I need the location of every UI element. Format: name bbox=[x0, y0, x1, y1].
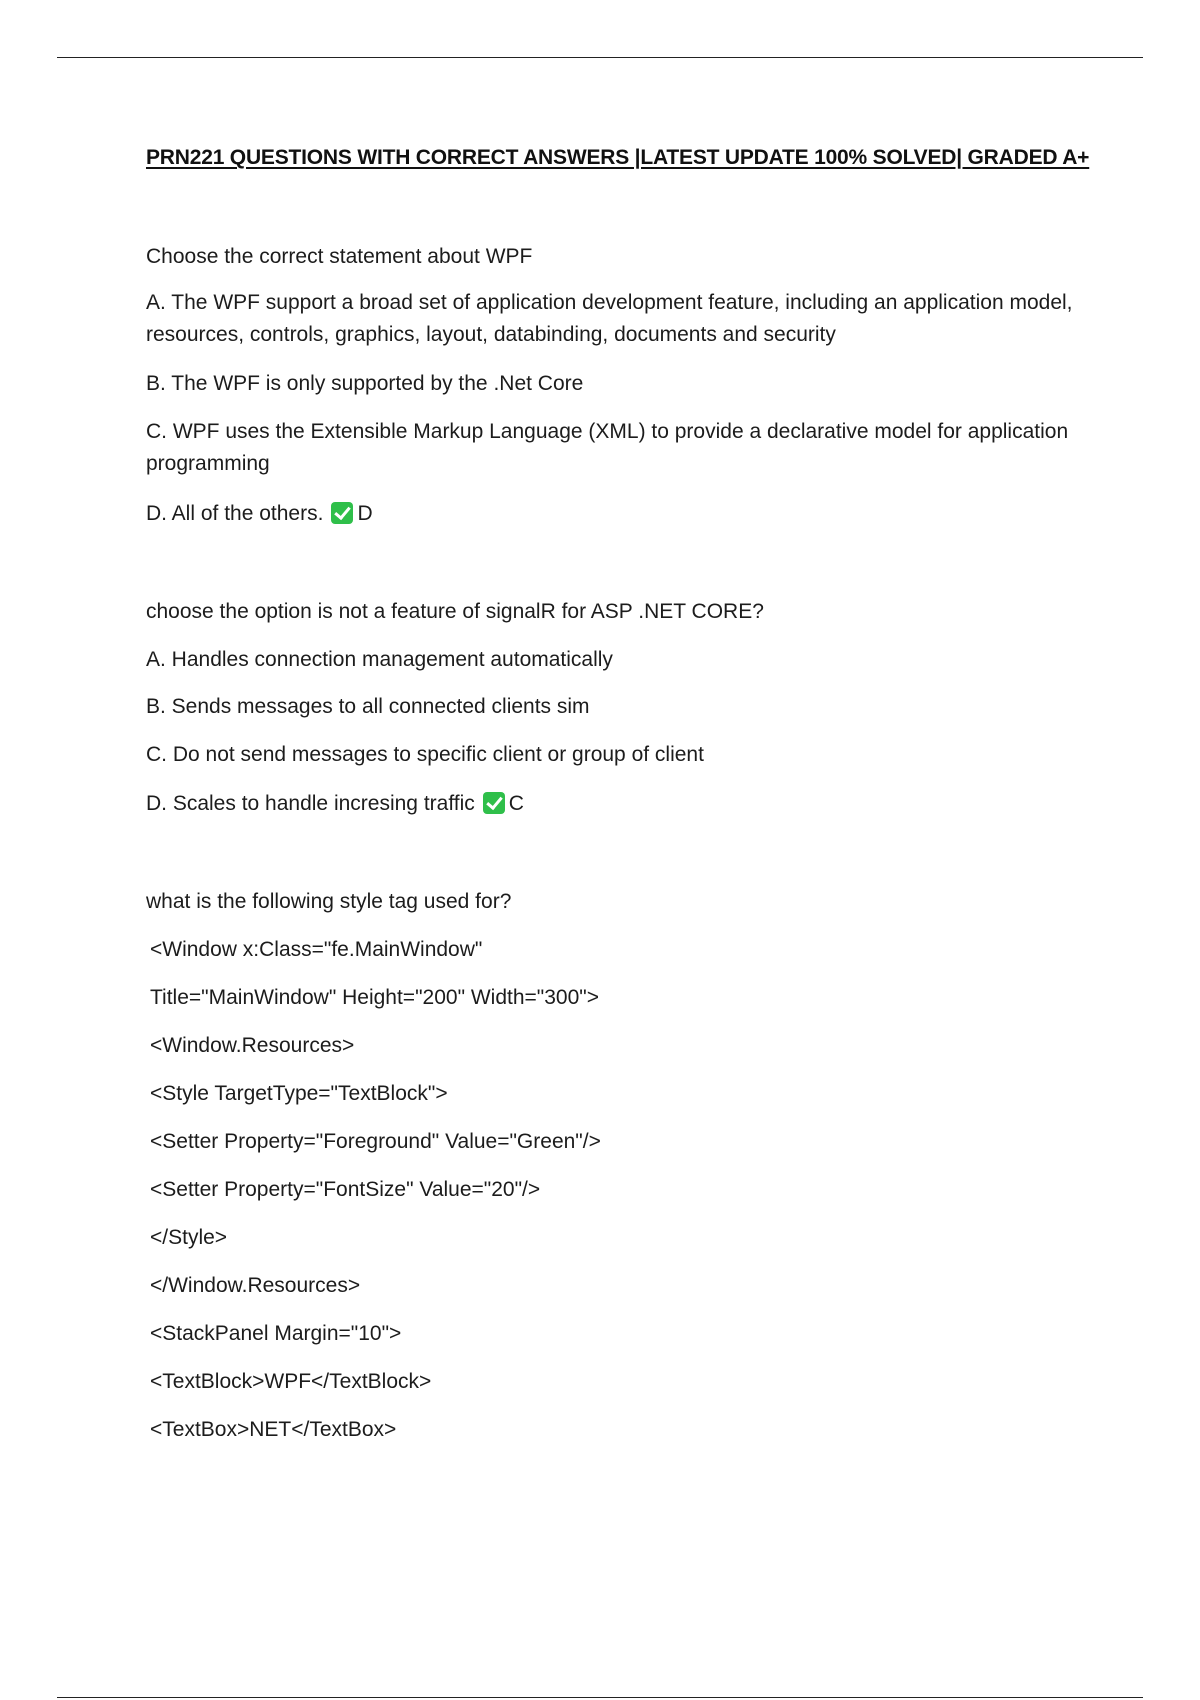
header-rule bbox=[57, 57, 1143, 58]
question-1-prompt: Choose the correct statement about WPF bbox=[146, 245, 533, 268]
code-line: <Setter Property="Foreground" Value="Green"/> bbox=[150, 1130, 601, 1153]
code-line: <TextBox>NET</TextBox> bbox=[150, 1418, 397, 1441]
question-1-option-a: A. The WPF support a broad set of application development feature, including an application model, resources, controls, graphics, layout, databinding, documents and security bbox=[146, 291, 1073, 346]
checkmark-icon bbox=[483, 792, 505, 814]
question-2-prompt: choose the option is not a feature of signalR for ASP .NET CORE? bbox=[146, 600, 764, 623]
code-line: <Setter Property="FontSize" Value="20"/> bbox=[150, 1178, 541, 1201]
question-2-answer: C bbox=[508, 792, 524, 815]
question-1-option-c: C. WPF uses the Extensible Markup Language (XML) to provide a declarative model for application programming bbox=[146, 420, 1069, 475]
question-2-option-a: A. Handles connection management automatically bbox=[146, 648, 613, 671]
code-line: <StackPanel Margin="10"> bbox=[150, 1322, 402, 1345]
footer-rule bbox=[57, 1697, 1143, 1698]
code-line: <Window.Resources> bbox=[150, 1034, 355, 1057]
question-2-option-d-row bbox=[146, 788, 524, 820]
question-3-prompt: what is the following style tag used for? bbox=[146, 890, 512, 913]
question-2-option-c: C. Do not send messages to specific client or group of client bbox=[146, 743, 704, 766]
question-1-answer: D bbox=[357, 502, 373, 525]
code-line: Title="MainWindow" Height="200" Width="300"> bbox=[150, 986, 600, 1009]
checkmark-icon bbox=[331, 502, 353, 524]
question-2-option-b: B. Sends messages to all connected clients sim bbox=[146, 695, 590, 718]
question-2-option-d: D. Scales to handle incresing traffic bbox=[146, 792, 475, 815]
question-1-option-d: D. All of the others. bbox=[146, 502, 324, 525]
code-line: </Style> bbox=[150, 1226, 228, 1249]
question-1-option-b: B. The WPF is only supported by the .Net Core bbox=[146, 372, 584, 395]
code-line: <Style TargetType="TextBlock"> bbox=[150, 1082, 448, 1105]
document-title: PRN221 QUESTIONS WITH CORRECT ANSWERS |LATEST UPDATE 100% SOLVED| GRADED A+ bbox=[146, 146, 1090, 169]
code-line: <TextBlock>WPF</TextBlock> bbox=[150, 1370, 432, 1393]
question-1-option-d-row bbox=[146, 498, 373, 530]
code-line: <Window x:Class="fe.MainWindow" bbox=[150, 938, 483, 961]
code-line: </Window.Resources> bbox=[150, 1274, 361, 1297]
